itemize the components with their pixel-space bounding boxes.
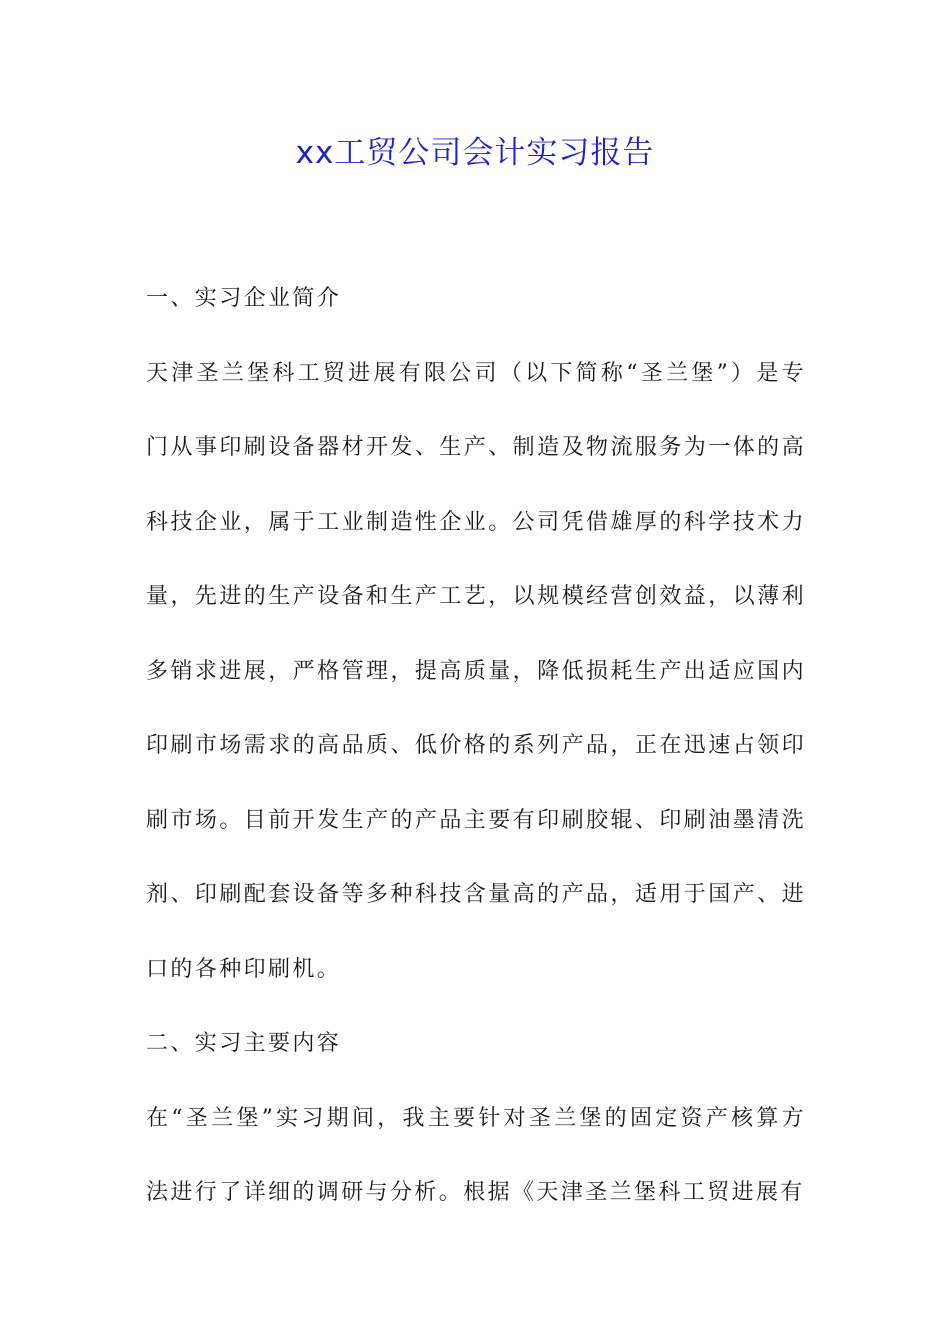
paragraph-company-intro: 天津圣兰堡科工贸进展有限公司（以下简称“圣兰堡”）是专门从事印刷设备器材开发、生产、制造及物流服务为一体的高科技企业，属于工业制造性企业。公司凭借雄厚的科学技术力量，先进的生产设备和生产工艺，以规模经营创效益，以薄利多销求进展，严格管理，提高质量，降低损耗生产出适应国内印刷市场需求的高品质、低价格的系列产品，正在迅速占领印刷市场。目前开发生产的产品主要有印刷胶辊、印刷油墨清洗剂、印刷配套设备等多种科技含量高的产品，适用于国产、进口的各种印刷机。 bbox=[146, 360, 806, 982]
document-body bbox=[146, 262, 806, 1231]
section-heading-company-intro: 一、实习企业简介 bbox=[146, 286, 342, 311]
paragraph-main-content: 在“圣兰堡”实习期间，我主要针对圣兰堡的固定资产核算方法进行了详细的调研与分析。根据《天津圣兰堡科工贸进展有 bbox=[146, 1105, 806, 1205]
document-title: xx工贸公司会计实习报告 bbox=[295, 135, 655, 171]
section-heading-main-content: 二、实习主要内容 bbox=[146, 1031, 342, 1056]
